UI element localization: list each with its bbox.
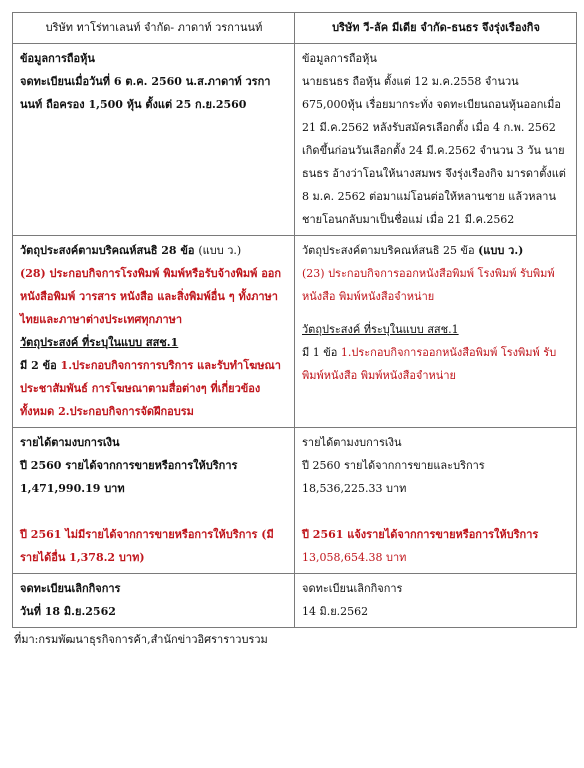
company-a-objectives <box>13 236 295 428</box>
income-b-2561-value: 13,058,654.38 บาท <box>302 551 407 564</box>
dissolution-b-title: จดทะเบียนเลิกกิจการ <box>302 582 403 595</box>
dissolution-a-title: จดทะเบียนเลิกกิจการ <box>20 582 121 595</box>
dissolution-a-date: วันที่ 18 มิ.ย.2562 <box>20 605 116 618</box>
company-b-shareholding <box>295 44 577 236</box>
company-b-objectives <box>295 236 577 428</box>
shareholding-a-text: จดทะเบียนเมื่อวันที่ 6 ต.ค. 2560 น.ส.ภาดาท์ วรกานนท์ ถือครอง 1,500 หุ้น ตั้งแต่ 25 ก.ย.2560 <box>20 75 271 111</box>
objectives-b-count: มี 1 ข้อ <box>302 346 338 359</box>
objectives-b-item-23: (23) ประกอบกิจการออกหนังสือพิมพ์ โรงพิมพ์ รับพิมพ์หนังสือ พิมพ์หนังสือจำหน่าย <box>302 267 555 303</box>
objectives-a-form: (แบบ ว.) <box>198 244 242 257</box>
company-a-shareholding <box>13 44 295 236</box>
company-a-income <box>13 428 295 574</box>
income-a-2561-note: ปี 2561 ไม่มีรายได้จากการขายหรือการให้บริการ (มีรายได้อื่น 1,378.2 บาท) <box>20 528 274 564</box>
objectives-b-declared-heading: วัตถุประสงค์ ที่ระบุในแบบ สสช.1 <box>302 323 459 336</box>
objectives-a-count: มี 2 ข้อ <box>20 359 57 372</box>
header-row <box>13 13 577 44</box>
objectives-b-declared-items: 1.ประกอบกิจการออกหนังสือพิมพ์ โรงพิมพ์ รับพิมพ์หนังสือ พิมพ์หนังสือจำหน่าย <box>302 346 557 382</box>
shareholding-b-title: ข้อมูลการถือหุ้น <box>302 52 377 65</box>
objectives-row <box>13 236 577 428</box>
objectives-a-intro: วัตถุประสงค์ตามบริคณห์สนธิ 28 ข้อ <box>20 244 195 257</box>
company-b-dissolution <box>295 574 577 628</box>
comparison-document <box>12 12 574 648</box>
objectives-a-declared-items: 1.ประกอบกิจการการบริการ และรับทำโฆษณาประชาสัมพันธ์ การโฆษณาตามสื่อต่างๆ ที่เกี่ยวข้องทั้งหมด 2.ประกอบกิจการจัดฝึกอบรม <box>20 359 281 418</box>
objectives-b-intro: วัตถุประสงค์ตามบริคณห์สนธิ 25 ข้อ <box>302 244 475 257</box>
income-b-2561-note: ปี 2561 แจ้งรายได้จากการขายหรือการให้บริการ <box>302 528 539 541</box>
dissolution-row <box>13 574 577 628</box>
shareholding-a-title: ข้อมูลการถือหุ้น <box>20 52 95 65</box>
income-b-2560-label: ปี 2560 รายได้จากการขายและบริการ <box>302 459 485 472</box>
income-row <box>13 428 577 574</box>
income-a-2560-label: ปี 2560 รายได้จากการขายหรือการให้บริการ <box>20 459 238 472</box>
source-note: ที่มา:กรมพัฒนาธุรกิจการค้า,สำนักข่าวอิศราราวบรวม <box>14 633 268 646</box>
dissolution-b-date: 14 มิ.ย.2562 <box>302 605 369 618</box>
comparison-table <box>12 12 577 628</box>
company-a-header: บริษัท ทาโร่ทาเลนท์ จำกัด- ภาดาท์ วรกานนท์ <box>13 13 295 44</box>
income-a-title: รายได้ตามงบการเงิน <box>20 436 120 449</box>
income-b-title: รายได้ตามงบการเงิน <box>302 436 402 449</box>
objectives-a-item-28: (28) ประกอบกิจการโรงพิมพ์ พิมพ์หรือรับจ้างพิมพ์ ออกหนังสือพิมพ์ วารสาร หนังสือ และสิ่งพิมพ์อื่น ๆ ทั้งภาษาไทยและภาษาต่างประเทศทุกภาษา <box>20 267 282 326</box>
company-b-income <box>295 428 577 574</box>
income-b-2560-value: 18,536,225.33 บาท <box>302 482 407 495</box>
objectives-a-declared-heading: วัตถุประสงค์ ที่ระบุในแบบ สสช.1 <box>20 336 179 349</box>
shareholding-row <box>13 44 577 236</box>
shareholding-b-text: นายธนธร ถือหุ้น ตั้งแต่ 12 ม.ค.2558 จำนวน 675,000หุ้น เรื่อยมากระทั่ง จดทะเบียนถอนหุ้นออกเมื่อ 21 มี.ค.2562 หลังรับสมัครเลือกตั้ง เมื่อ 4 ก.พ. 2562 เกิดขึ้นก่อนวันเลือกตั้ง 24 มี.ค.2562 จำนวน 3 วัน นายธนธร อ้างว่าโอนให้นางสมพร จึงรุ่งเรืองกิจ มารดาตั้งแต่ 8 ม.ค. 2562 ต่อมาแม่โอนต่อให้หลานชาย แล้วหลานชายโอนกลับมาเป็นชื่อแม่ เมื่อ 21 มี.ค.2562 <box>302 75 566 226</box>
objectives-b-form: (แบบ ว.) <box>478 244 524 257</box>
company-a-dissolution <box>13 574 295 628</box>
income-a-2560-value: 1,471,990.19 บาท <box>20 482 125 495</box>
company-b-header: บริษัท วี-ลัค มีเดีย จำกัด-ธนธร จึงรุ่งเรืองกิจ <box>295 13 577 44</box>
